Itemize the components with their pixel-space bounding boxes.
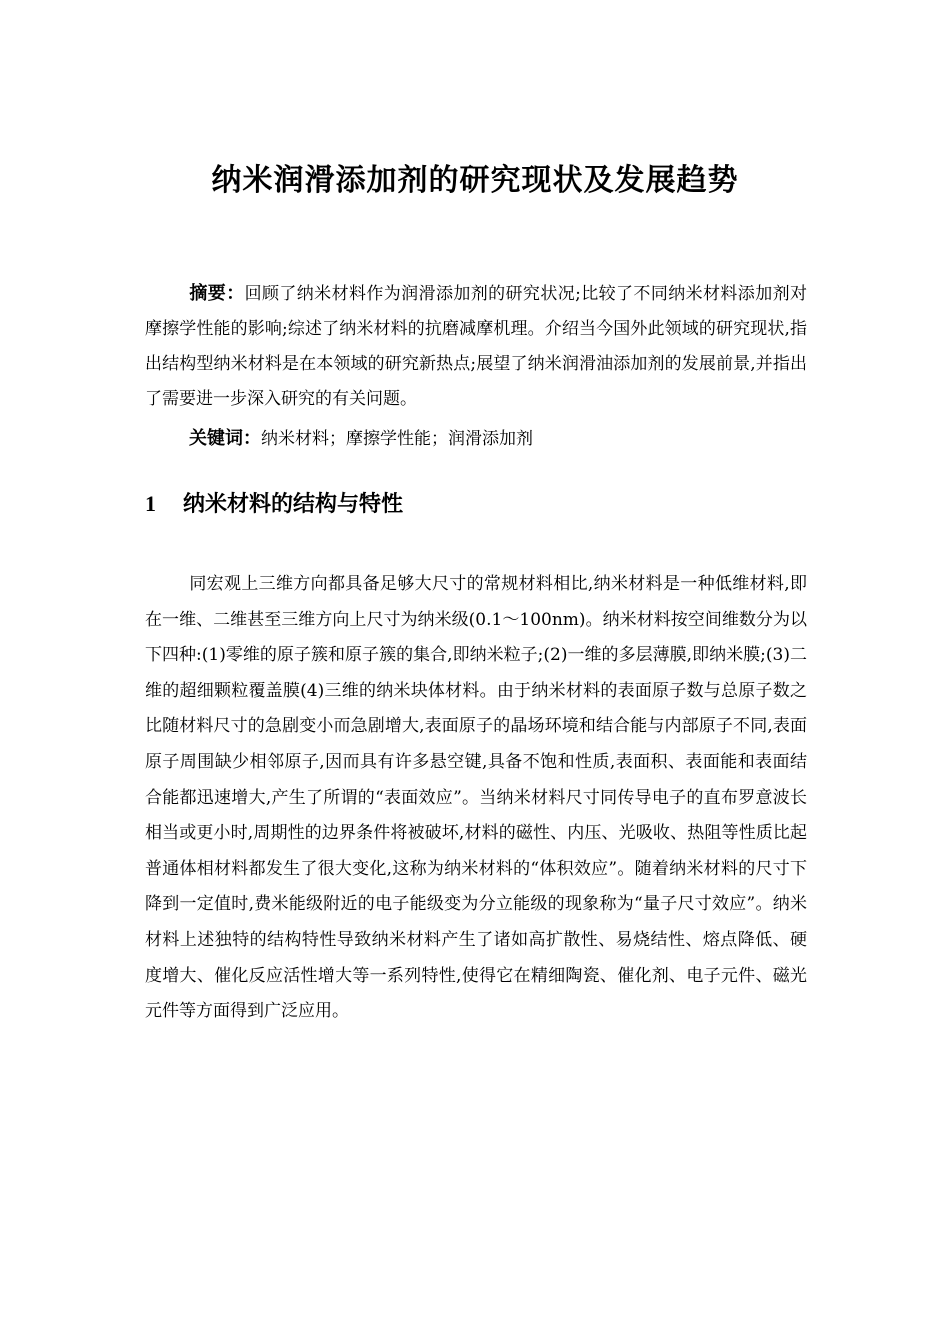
- keywords-text: 纳米材料；摩擦学性能；润滑添加剂: [261, 429, 533, 449]
- abstract-label: 摘要：: [189, 283, 245, 304]
- section-paragraph: [145, 567, 807, 1030]
- section-title: 纳米材料的结构与特性: [183, 492, 404, 517]
- section-paragraph-text: 同宏观上三维方向都具备足够大尺寸的常规材料相比,纳米材料是一种低维材料,即在一维、二维甚至三维方向上尺寸为纳米级(0.1～100nm)。纳米材料按空间维数分为以下四种:(1)零维的原子簇和原子簇的集合,即纳米粒子;(2)一维的多层薄膜,即纳米膜;(3)二维的超细颗粒覆盖膜(4)三维的纳米块体材料。由于纳米材料的表面原子数与总原子数之比随材料尺寸的急剧变小而急剧增大,表面原子的晶场环境和结合能与内部原子不同,表面原子周围缺少相邻原子,因而具有许多悬空键,具备不饱和性质,表面积、表面能和表面结合能都迅速增大,产生了所谓的“表面效应”。当纳米材料尺寸同传导电子的直布罗意波长相当或更小时,周期性的边界条件将被破坏,材料的磁性、内压、光吸收、热阻等性质比起普通体相材料都发生了很大变化,这称为纳米材料的“体积效应”。随着纳米材料的尺寸下降到一定值时,费米能级附近的电子能级变为分立能级的现象称为“量子尺寸效应”。纳米材料上述独特的结构特性导致纳米材料产生了诸如高扩散性、易烧结性、熔点降低、硬度增大、催化反应活性增大等一系列特性,使得它在精细陶瓷、催化剂、电子元件、磁光元件等方面得到广泛应用。: [145, 574, 807, 1022]
- document-title: 纳米润滑添加剂的研究现状及发展趋势: [211, 163, 739, 198]
- keywords-paragraph: [145, 421, 807, 457]
- keywords-label: 关键词：: [189, 428, 261, 449]
- section-number: 1: [145, 491, 156, 516]
- abstract-text: 回顾了纳米材料作为润滑添加剂的研究状况;比较了不同纳米材料添加剂对摩擦学性能的影响;综述了纳米材料的抗磨减摩机理。介绍当今国外此领域的研究现状,指出结构型纳米材料是在本领域的研究新热点;展望了纳米润滑油添加剂的发展前景,并指出了需要进一步深入研究的有关问题。: [145, 284, 808, 409]
- abstract-paragraph: [145, 276, 807, 417]
- section-heading: [145, 487, 807, 518]
